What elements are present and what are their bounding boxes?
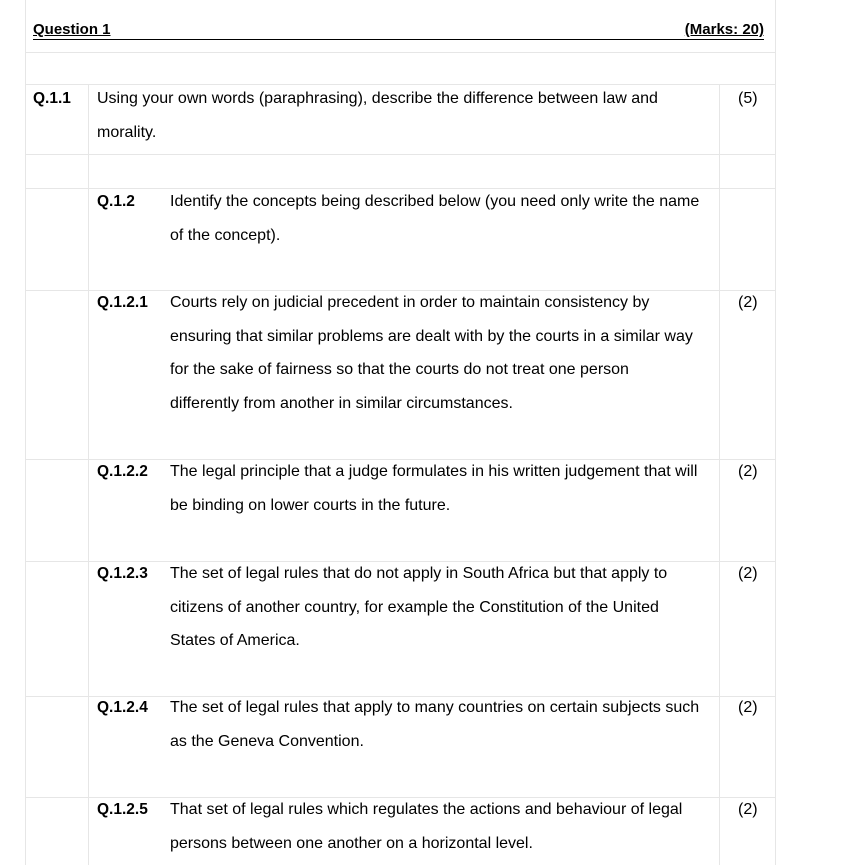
question-text: Identify the concepts being described below (you need only write the name of the concept). — [170, 193, 700, 244]
question-number: Q.1.2.4 — [97, 699, 148, 716]
grid-line — [25, 52, 775, 53]
question-text: Using your own words (paraphrasing), describe the difference between law and morality. — [97, 90, 658, 141]
question-number: Q.1.2.3 — [97, 565, 148, 582]
marks-total: (Marks: 20) — [684, 21, 764, 38]
question-marks: (2) — [738, 699, 758, 716]
grid-line — [88, 84, 89, 865]
question-text: Courts rely on judicial precedent in order to maintain consistency by ensuring that similar problems are dealt with by the courts in a similar way for the sake of fairness so that the courts do not treat one person differently from another in similar circumstances. — [170, 294, 693, 412]
question-text: That set of legal rules which regulates the actions and behaviour of legal persons between one another on a horizontal level. — [170, 801, 683, 852]
grid-line — [25, 154, 775, 155]
question-marks: (2) — [738, 801, 758, 818]
grid-line — [775, 0, 776, 865]
question-number: Q.1.2.5 — [97, 801, 148, 818]
question-header — [33, 20, 764, 40]
question-number: Q.1.1 — [33, 90, 71, 107]
grid-line — [25, 0, 26, 865]
grid-line — [719, 84, 720, 865]
question-title: Question 1 — [33, 21, 111, 38]
question-text: The legal principle that a judge formulates in his written judgement that will be binding on lower courts in the future. — [170, 463, 698, 514]
question-text: The set of legal rules that apply to many countries on certain subjects such as the Geneva Convention. — [170, 699, 700, 750]
question-number: Q.1.2.2 — [97, 463, 148, 480]
question-marks: (2) — [738, 565, 758, 582]
question-number: Q.1.2.1 — [97, 294, 148, 311]
question-marks: (2) — [738, 463, 758, 480]
question-text: The set of legal rules that do not apply in South Africa but that apply to citizens of another country, for example the Constitution of the United States of America. — [170, 565, 668, 650]
question-number: Q.1.2 — [97, 193, 135, 210]
question-marks: (5) — [738, 90, 758, 107]
question-marks: (2) — [738, 294, 758, 311]
